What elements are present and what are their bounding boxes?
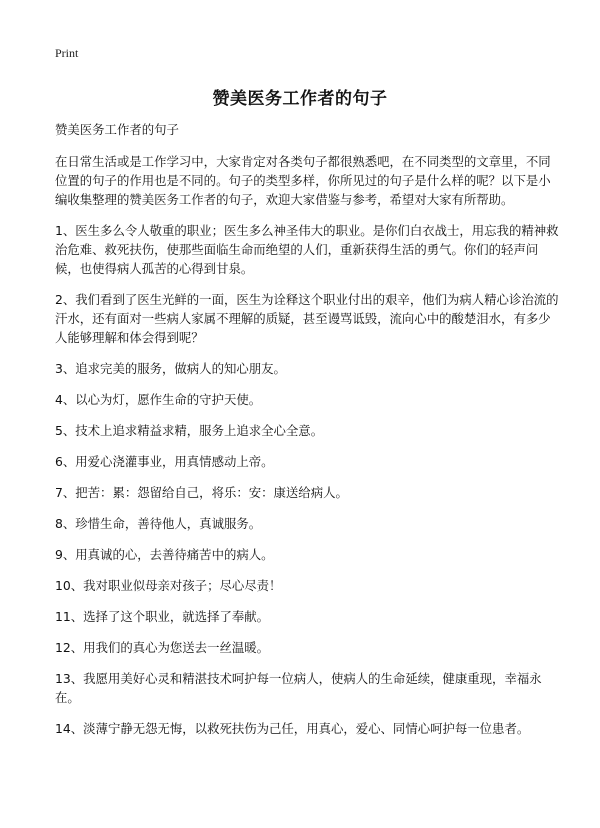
list-item: 2、我们看到了医生光鲜的一面，医生为诠释这个职业付出的艰辛，他们为病人精心诊治流的汗水，还有面对一些病人家属不理解的质疑，甚至谩骂诋毁，流向心中的酸楚泪水，有多少人能够理解和体会得到呢？: [55, 292, 559, 345]
list-item: 13、我愿用美好心灵和精湛技术呵护每一位病人，使病人的生命延续，健康重现，幸福永在。: [55, 671, 542, 705]
list-item: 1、医生多么令人敬重的职业；医生多么神圣伟大的职业。是你们白衣战士，用忘我的精神救治危难、救死扶伤，使那些面临生命而绝望的人们，重新获得生活的勇气。你们的轻声问候，也使得病人孤苦的心得到甘泉。: [55, 223, 559, 276]
list-item: 4、以心为灯，愿作生命的守护天使。: [55, 392, 262, 407]
list-item: 5、技术上追求精益求精，服务上追求全心全意。: [55, 423, 324, 438]
list-item: 8、珍惜生命，善待他人，真诚服务。: [55, 516, 262, 531]
article-body: [55, 120, 560, 750]
list-item: 10、我对职业似母亲对孩子；尽心尽责！: [55, 578, 282, 593]
intro-paragraph: 在日常生活或是工作学习中，大家肯定对各类句子都很熟悉吧，在不同类型的文章里，不同位置的句子的作用也是不同的。句子的类型多样，你所见过的句子是什么样的呢？以下是小编收集整理的赞美医务工作者的句子，欢迎大家借鉴与参考，希望对大家有所帮助。: [55, 154, 551, 207]
list-item: 7、把苦：累：怨留给自己，将乐：安：康送给病人。: [55, 485, 348, 500]
page-title: 赞美医务工作者的句子: [212, 89, 388, 109]
list-item: 3、追求完美的服务，做病人的知心朋友。: [55, 361, 286, 376]
print-link[interactable]: Print: [55, 46, 79, 60]
article-subtitle: 赞美医务工作者的句子: [55, 122, 179, 137]
list-item: 11、选择了这个职业，就选择了奉献。: [55, 609, 270, 624]
list-item: 6、用爱心浇灌事业，用真情感动上帝。: [55, 454, 274, 469]
list-item: 12、用我们的真心为您送去一丝温暖。: [55, 640, 270, 655]
list-item: 9、用真诚的心，去善待痛苦中的病人。: [55, 547, 274, 562]
list-item: 14、淡薄宁静无怨无悔，以救死扶伤为己任，用真心，爱心、同情心呵护每一位患者。: [55, 721, 530, 736]
